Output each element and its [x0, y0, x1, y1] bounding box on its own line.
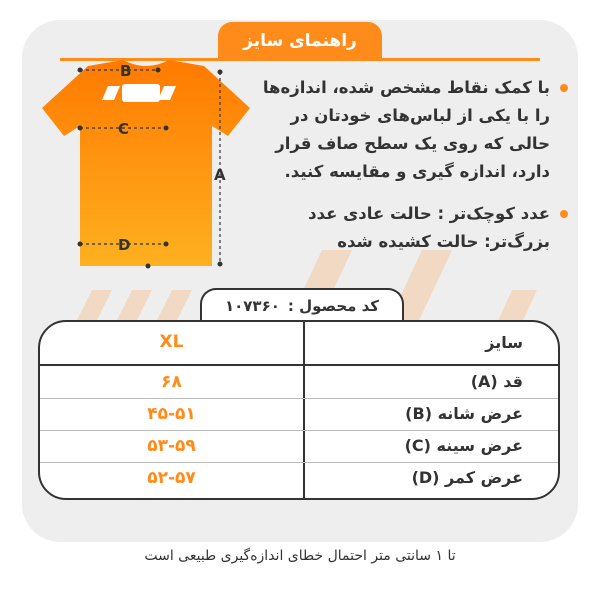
table-cell-value: ۶۸ — [161, 372, 182, 392]
tshirt-diagram — [28, 56, 260, 276]
brand-logo — [102, 84, 176, 102]
table-cell-value: ۵۳-۵۹ — [147, 436, 196, 456]
label-b: B — [120, 62, 132, 80]
table-cell-label: عرض سینه (C) — [404, 436, 523, 455]
bullet-numbers: عدد کوچک‌تر : حالت عادی عدد بزرگ‌تر: حالت کشیده شده — [246, 200, 568, 256]
footer-note: تا ۱ سانتی متر احتمال خطای اندازه‌گیری طبیعی است — [144, 548, 456, 564]
header-size-label: سایز — [485, 333, 523, 352]
size-table — [38, 320, 560, 500]
label-c: C — [118, 120, 130, 138]
label-d: D — [118, 236, 131, 254]
table-cell-value: ۵۲-۵۷ — [147, 468, 196, 488]
label-a: A — [214, 166, 226, 184]
page-title: راهنمای سایز — [218, 22, 382, 60]
table-cell-label: قد (A) — [470, 372, 523, 391]
row-divider — [40, 430, 558, 431]
product-code-value: ۱۰۷۳۶۰ — [224, 297, 280, 315]
header-size-value: XL — [159, 332, 184, 352]
product-code — [200, 288, 404, 322]
row-divider — [40, 398, 558, 399]
instructions — [246, 74, 568, 256]
table-cell-label: عرض شانه (B) — [405, 404, 523, 423]
bullet-measure: با کمک نقاط مشخص شده، اندازه‌ها را با یکی از لباس‌های خودتان در حالی که روی یک سطح صاف قرار دارد، اندازه گیری و مقایسه کنید. — [246, 74, 568, 186]
product-code-label: کد محصول : — [287, 297, 380, 315]
row-divider — [40, 462, 558, 463]
table-cell-label: عرض کمر (D) — [411, 468, 523, 487]
table-cell-value: ۴۵-۵۱ — [147, 404, 196, 424]
